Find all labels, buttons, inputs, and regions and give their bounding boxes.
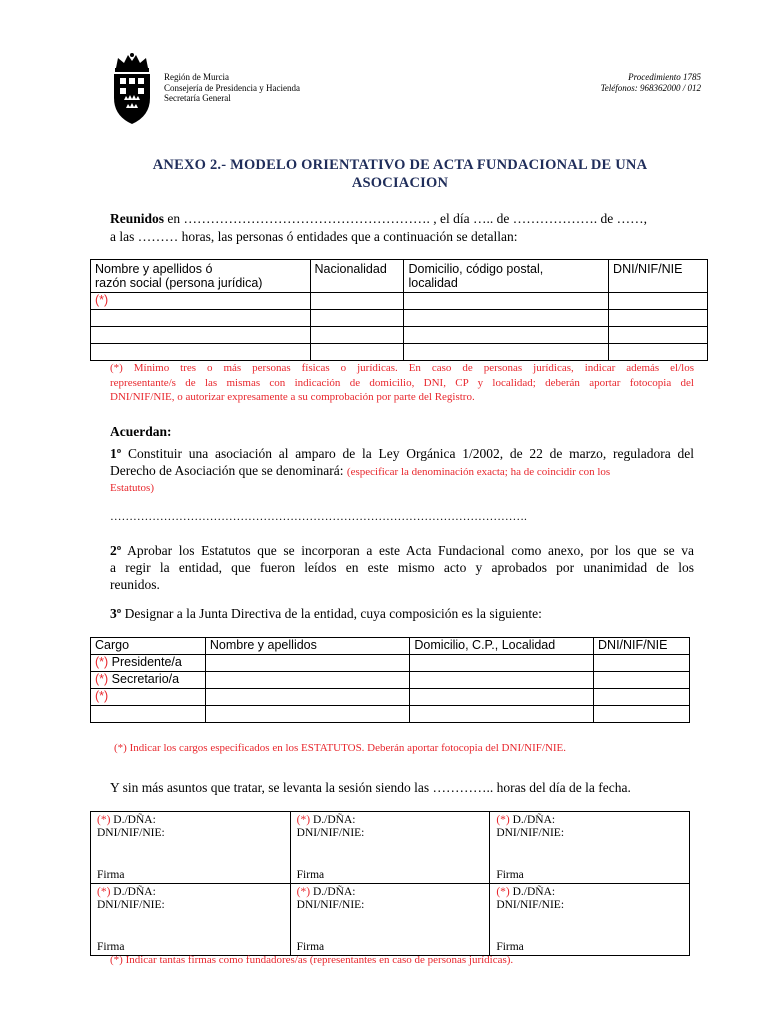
intro-paragraph [110, 210, 647, 245]
signatures-note: (*) Indicar tantas firmas como fundadores/as (representantes en caso de personas jurídicas). [110, 954, 514, 966]
firma-label: Firma [296, 941, 325, 953]
board-header-address: Domicilio, C.P., Localidad [410, 638, 594, 655]
members-table [90, 259, 708, 361]
agreement-item-3: 3º Designar a la Junta Directiva de la entidad, cuya composición es la siguiente: [110, 606, 542, 621]
board-role-secretary[interactable]: (*) Secretario/a [91, 672, 206, 689]
members-header-address: Domicilio, código postal, localidad [404, 260, 609, 293]
title-line2: ASOCIACION [351, 175, 449, 191]
members-header-row [91, 260, 708, 293]
board-cell[interactable] [594, 689, 690, 706]
signatures-table [90, 811, 690, 956]
members-note-line3: DNI/NIF/NIE, o autorizar expresamente a su comprobación por parte del Registro. [110, 391, 475, 403]
members-cell[interactable] [609, 293, 708, 310]
members-cell[interactable] [310, 310, 404, 327]
firma-label: Firma [496, 941, 524, 953]
members-cell[interactable] [404, 293, 609, 310]
intro-line2: a las ……… horas, las personas ó entidades que a continuación se detallan: [110, 229, 518, 244]
members-note-line2: representante/s de las mismas con indicación de domicilio, DNI, CP y localidad; deberán aportar fotocopia del [110, 376, 694, 389]
firma-label: Firma [496, 869, 524, 881]
denomination-dots-line: ………………………………………………………………………………………………. [110, 511, 527, 523]
board-header-id: DNI/NIF/NIE [594, 638, 690, 655]
table-row [91, 672, 690, 689]
item1-line3: Estatutos) [110, 482, 154, 494]
board-role-president[interactable]: (*) Presidente/a [91, 655, 206, 672]
table-row [91, 655, 690, 672]
board-role-extra[interactable]: (*) [91, 689, 206, 706]
signature-cell[interactable]: (*) D./DÑA: DNI/NIF/NIE: Firma [290, 884, 490, 956]
firma-label: Firma [97, 941, 125, 953]
members-header-nationality: Nacionalidad [310, 260, 404, 293]
signatures-row [91, 884, 690, 956]
board-cell[interactable] [91, 706, 206, 723]
header-organization [164, 72, 300, 104]
board-header-name: Nombre y apellidos [205, 638, 410, 655]
document-title [110, 156, 690, 192]
table-row [91, 293, 708, 310]
signature-cell[interactable]: (*) D./DÑA: DNI/NIF/NIE: Firma [490, 812, 690, 884]
board-cell[interactable] [205, 706, 410, 723]
board-note: (*) Indicar los cargos especificados en los ESTATUTOS. Deberán aportar fotocopia del DNI/NIF/NIE. [114, 742, 567, 754]
signatures-row [91, 812, 690, 884]
board-cell[interactable] [594, 706, 690, 723]
table-row [91, 689, 690, 706]
signature-cell[interactable]: (*) D./DÑA: DNI/NIF/NIE: Firma [91, 884, 291, 956]
item1-line2: Derecho de Asociación que se denominará: (especificar la denominación exacta; ha de coincidir con los [110, 463, 611, 478]
members-cell[interactable] [404, 344, 609, 361]
members-cell[interactable] [91, 344, 311, 361]
board-header-cargo: Cargo [91, 638, 206, 655]
board-cell[interactable] [410, 672, 594, 689]
members-cell[interactable] [91, 327, 311, 344]
header-org-line2: Consejería de Presidencia y Hacienda [164, 82, 300, 93]
title-line1: ANEXO 2.- MODELO ORIENTATIVO DE ACTA FUNDACIONAL DE UNA [152, 157, 648, 173]
board-cell[interactable] [410, 689, 594, 706]
table-row [91, 310, 708, 327]
members-row-mark[interactable]: (*) [91, 293, 311, 310]
agreement-item-2 [110, 542, 694, 593]
members-cell[interactable] [609, 327, 708, 344]
board-cell[interactable] [594, 655, 690, 672]
signature-cell[interactable]: (*) D./DÑA: DNI/NIF/NIE: Firma [290, 812, 490, 884]
table-row [91, 706, 690, 723]
table-row [91, 344, 708, 361]
members-note-line1: (*) Mínimo tres o más personas físicas o jurídicas. En caso de personas jurídicas, indicar además el/los [110, 362, 694, 374]
item2-line1: 2º Aprobar los Estatutos que se incorporan a este Acta Fundacional como anexo, por los que se va [110, 543, 694, 558]
members-note [110, 361, 694, 405]
acuerdan-heading: Acuerdan: [110, 424, 172, 439]
members-cell[interactable] [609, 344, 708, 361]
firma-label: Firma [296, 869, 325, 881]
board-table [90, 637, 690, 723]
header-procedure [601, 72, 701, 93]
coat-of-arms-logo [110, 52, 154, 126]
header-org-line1: Región de Murcia [164, 72, 229, 82]
agreement-item-1 [110, 445, 694, 495]
header-org-line3: Secretaría General [164, 93, 231, 103]
members-header-name: Nombre y apellidos ó razón social (persona jurídica) [91, 260, 311, 293]
item2-line3: reunidos. [110, 577, 160, 592]
board-cell[interactable] [594, 672, 690, 689]
firma-label: Firma [97, 869, 125, 881]
board-cell[interactable] [410, 655, 594, 672]
members-cell[interactable] [404, 310, 609, 327]
header-phones: Teléfonos: 968362000 / 012 [600, 82, 701, 93]
board-cell[interactable] [205, 655, 410, 672]
members-header-id: DNI/NIF/NIE [609, 260, 708, 293]
members-cell[interactable] [91, 310, 311, 327]
board-cell[interactable] [205, 689, 410, 706]
board-cell[interactable] [410, 706, 594, 723]
members-cell[interactable] [310, 344, 404, 361]
reunidos-label: Reunidos [110, 211, 165, 226]
table-row [91, 327, 708, 344]
members-cell[interactable] [609, 310, 708, 327]
intro-line1-rest: en ………………………………………………. , el día ….. de ………………. de ……, [164, 211, 647, 226]
board-cell[interactable] [205, 672, 410, 689]
header-procedure-number: Procedimiento 1785 [628, 72, 701, 82]
signature-cell[interactable]: (*) D./DÑA: DNI/NIF/NIE: Firma [91, 812, 291, 884]
members-cell[interactable] [310, 327, 404, 344]
intro-line1 [110, 210, 647, 227]
item2-line2: a regir la entidad, que fueron leídos en este mismo acto y aprobados por unanimidad de los [110, 560, 694, 575]
members-cell[interactable] [404, 327, 609, 344]
signature-cell[interactable]: (*) D./DÑA: DNI/NIF/NIE: Firma [490, 884, 690, 956]
members-cell[interactable] [310, 293, 404, 310]
closing-sentence: Y sin más asuntos que tratar, se levanta la sesión siendo las ………….. horas del día de la fecha. [110, 780, 631, 795]
board-header-row [91, 638, 690, 655]
item1-line1: 1º Constituir una asociación al amparo de la Ley Orgánica 1/2002, de 22 de marzo, reguladora del [110, 446, 694, 461]
